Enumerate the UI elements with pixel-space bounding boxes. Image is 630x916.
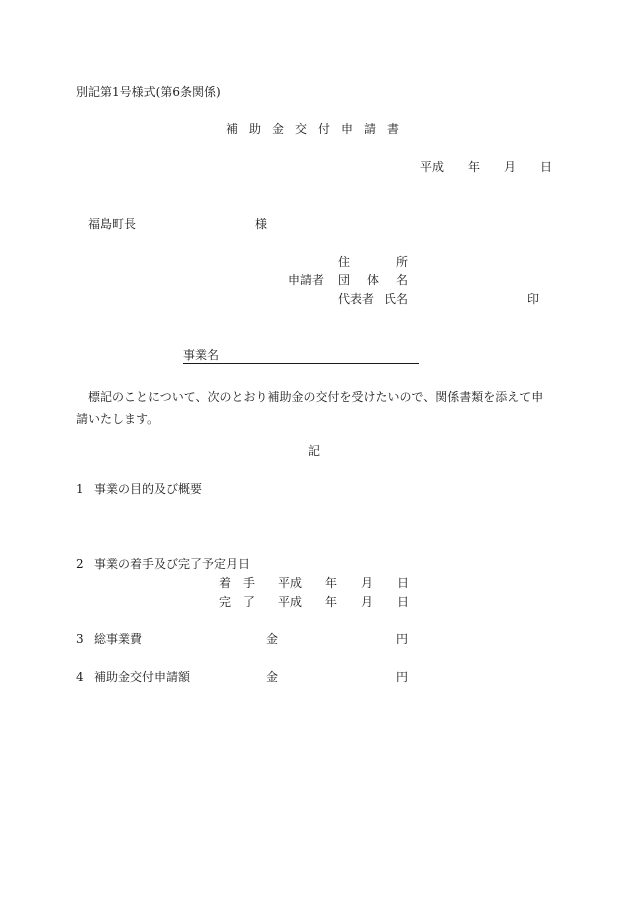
item3-yen: 円 [396,632,409,646]
item4-label: 補助金交付申請額 [94,670,191,684]
item4-yen: 円 [396,670,409,684]
item3-kin: 金 [266,632,279,646]
end-month: 月 [361,595,374,609]
date-month: 月 [504,160,517,174]
item3-number: 3 [76,632,84,646]
representative-name-label: 氏名 [384,292,409,306]
address-label-1: 住 [338,255,351,269]
end-era: 平成 [278,595,303,609]
item2-number: 2 [76,557,84,571]
date-era: 平成 [420,160,445,174]
item2-label: 事業の着手及び完了予定月日 [94,557,251,571]
end-label-1: 完 [219,595,232,609]
end-year: 年 [325,595,338,609]
start-label-1: 着 [219,576,232,590]
document-title: 補助金交付申請書 [226,122,411,136]
item1-label: 事業の目的及び概要 [94,482,203,496]
item3-label: 総事業費 [94,632,143,646]
form-label: 別記第1号様式(第6条関係) [76,85,221,99]
seal-mark: 印 [527,292,540,306]
project-name-label: 事業名 [183,348,220,362]
start-era: 平成 [278,576,303,590]
item1-number: 1 [76,482,84,496]
addressee-honorific: 様 [255,217,268,231]
org-label-2: 体 [367,273,380,287]
address-label-2: 所 [396,255,409,269]
representative-label: 代表者 [338,292,375,306]
end-label-2: 了 [243,595,256,609]
start-label-2: 手 [243,576,256,590]
item4-number: 4 [76,670,84,684]
start-month: 月 [361,576,374,590]
org-label-3: 名 [396,273,409,287]
start-year: 年 [325,576,338,590]
ki-heading: 記 [308,444,321,458]
end-day: 日 [397,595,410,609]
item4-kin: 金 [266,670,279,684]
body-text: 標記のことについて、次のとおり補助金の交付を受けたいので、関係書類を添えて申請いたします。 [76,390,544,426]
applicant-label: 申請者 [288,273,325,287]
addressee-name: 福島町長 [88,217,137,231]
date-year: 年 [468,160,481,174]
date-day: 日 [540,160,553,174]
start-day: 日 [397,576,410,590]
org-label-1: 団 [338,273,351,287]
